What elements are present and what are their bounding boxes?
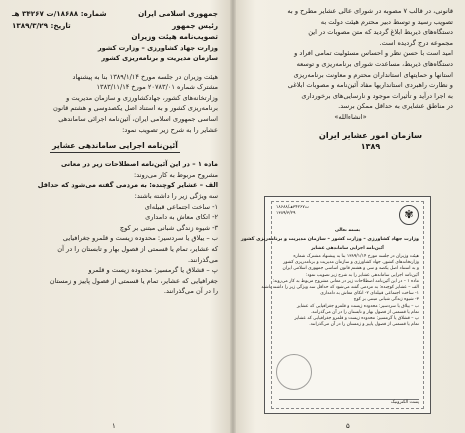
body-line: جغرافیایی که عشایر، تمام یا قسمتی از فصول پاییز و زمستان [49,276,218,285]
closing-phrase: «انشاء‌الله» [334,112,367,121]
body-line: قانونی، در قالب ۷ مصوبه در شورای عالی عشایر مطرح و به [287,7,453,15]
body-line: ۱- ساخت اجتماعی قبیله‌ای [144,202,218,211]
letter-line: ۳- شیوه زندگی شبانی مبتنی بر کوچ [353,297,419,303]
intro-line: مشترک شماره ۲۰۷۸۳/۰۱ مورخ ۱۳۸۳/۱۱/۱۴ [96,83,218,92]
intro-line: وزارتخانه‌های کشور، جهادکشاورزی و سازمان مدیریت و [66,93,218,102]
publication-year: ۱۳۸۹ [360,141,381,151]
scanned-letter [241,196,431,414]
body-line: الف – عشایر کوچنده: به مردمی گفته می‌شود که حداقل [37,181,218,190]
letter-line: آئین‌نامه اجرایی ساماندهی عشایر را به شرح زیر تصویب نمود: [305,272,419,278]
letter-meta-number: ۱۸۶۸۸/ت۳۴۲۶۷هـ [276,205,309,210]
body-line: استانها و حمایتهای استانداران محترم و معاونت برنامه‌ریزی [293,70,453,79]
letter-line: الف – عشایر کوچنده: به مردمی گفته می‌شود که حداقل سه ویژگی زیر را داشته باشند [261,285,419,291]
letter-line: هیئت وزیران در جلسه مورخ ۱۳۸۹/۱/۱۴ بنا به پیشنهاد مشترک شماره [293,254,419,259]
letter-meta [276,205,309,217]
body-line: تصویب رسید و توسط دبیر محترم هیئت دولت به [320,17,453,26]
letter-recipients: وزارت جهاد کشاورزی – وزارت کشور – سازمان مدیریت و برنامه‌ریزی کشور [241,237,419,242]
body-line: ب – ییلاق یا سردسیر: محدوده زیست و قلمرو جغرافیایی [62,234,218,243]
body-line: می‌گذرانند. [187,255,218,264]
letter-footer: پست الکترونیک [279,399,419,406]
letter-line: ماده ۱ – در این آئین‌نامه اصطلاحات زیر در معانی مشروح مربوط به کار می‌روند: [272,278,419,284]
letter-top-row [276,205,419,225]
letter-line: و به استناد اصل یکصد و سی و هشتم قانون اساسی جمهوری اسلامی ایران [282,266,419,272]
body-line: ۳- شیوه زندگی شبانی مبتنی بر کوچ [119,223,218,232]
letter-date: تاریخ: ۱۳۸۹/۳/۲۹ [12,20,71,30]
body-line: پ – قشلاق یا گرمسیر: محدوده زیست و قلمرو [88,266,218,275]
letter-line: وزارتخانه‌های کشور، جهاد کشاورزی و سازمان مدیریت و برنامه‌ریزی کشور [283,260,419,266]
letter-number: شماره: ۱۸۶۸۸/ت ۳۴۲۶۷ هـ [12,9,107,18]
letter-header-row-1 [12,8,218,20]
letter-line: تمام یا قسمتی از فصول پاییز و زمستان را در آن می‌گذرانند. [309,322,419,328]
body-line: را در آن می‌گذرانند. [163,287,218,296]
letter-title: آئین‌نامه اجرایی ساماندهی عشایر [311,246,384,251]
body-line: ماده ۱ – در این آئین‌نامه اصطلاحات زیر در معانی [61,160,218,169]
body-line: دستگاه‌های ذیربط، مساعدت شورای برنامه‌ریزی و توسعه [296,59,453,68]
letter-meta-date: ۱۳۸۹/۳/۲۹ [276,211,296,217]
letter-line: ب – ییلاق یا سردسیر: محدوده زیست و قلمرو جغرافیایی که عشایر [296,303,419,309]
page-number: ۱ [112,422,116,430]
body-line: ۲- اتکای معاش به دامداری [145,213,218,222]
office-heading: رئیس جمهور [172,20,218,30]
letter-line: پ – قشلاق یا گرمسیر: محدوده زیست و قلمرو جغرافیایی که عشایر [294,316,419,322]
approval-heading: تصویب‌نامه هیئت وزیران [131,32,218,41]
organization-name: سازمان امور عشایر ایران [318,129,423,140]
section-title: آئین‌نامه اجرایی ساماندهی عشایر [50,141,180,153]
body-line: به اجرا درآید و تأثیرات موجود و نارسایی‌های برخورداری [301,91,453,100]
republic-heading: جمهوری اسلامی ایران [138,9,218,18]
recipient-line-2: سازمان مدیریت و برنامه‌ریزی کشور [101,54,218,63]
letter-header-row-2 [12,20,218,32]
body-line: و نظارت راهبردی استانداریها مفاد آئین‌نامه و مصوبات ابلاغی [287,81,453,90]
iran-emblem-icon: ✾ [399,205,419,225]
letter-greeting: بسمه تعالی [334,228,361,233]
body-line: سه ویژگی زیر را داشته باشند: [134,192,218,201]
letter-line: تمام یا قسمتی از فصول بهار و تابستان را در آن می‌گذرانند. [310,309,419,315]
intro-line: عشایر را به شرح زیر تصویب نمود: [122,125,218,134]
body-line: مشروح مربوط به کار می‌روند: [133,170,218,179]
intro-line: هیئت وزیران در جلسه مورخ ۱۳۸۹/۱/۱۴ بنا به پیشنهاد [72,72,218,81]
stamp-seal-icon [276,354,312,390]
intro-line: اساسی جمهوری اسلامی ایران، آئین‌نامه اجرائی ساماندهی [58,115,218,124]
body-line: دستگاه‌های ذیربط ابلاغ گردید که متن مصوبات در این [308,28,453,37]
body-line: در مناطق عشایری به حداقل ممکن برسد. [338,102,453,111]
right-page [234,0,465,433]
body-line: که عشایر، تمام یا قسمتی از فصول بهار و تابستان را در آن [57,245,218,253]
body-line: مجموعه درج گردیده است. [379,38,453,47]
page-number: ۵ [346,422,350,430]
letter-frame [241,201,424,409]
recipient-line-1: وزارت جهاد کشاورزی – وزارت کشور [97,43,218,52]
left-page [0,0,232,433]
letter-line: ۱- ساخت اجتماعی قبیله‌ای ۲- اتکای معاش به دامداری [320,291,419,297]
signature-block [288,129,453,153]
body-line: امید است با حسن نظر و احساس مسئولیت تمامی افراد و [294,49,453,58]
intro-line: برنامه‌ریزی کشور و به استناد اصل یکصدوسی و هشتم قانون [53,104,218,113]
